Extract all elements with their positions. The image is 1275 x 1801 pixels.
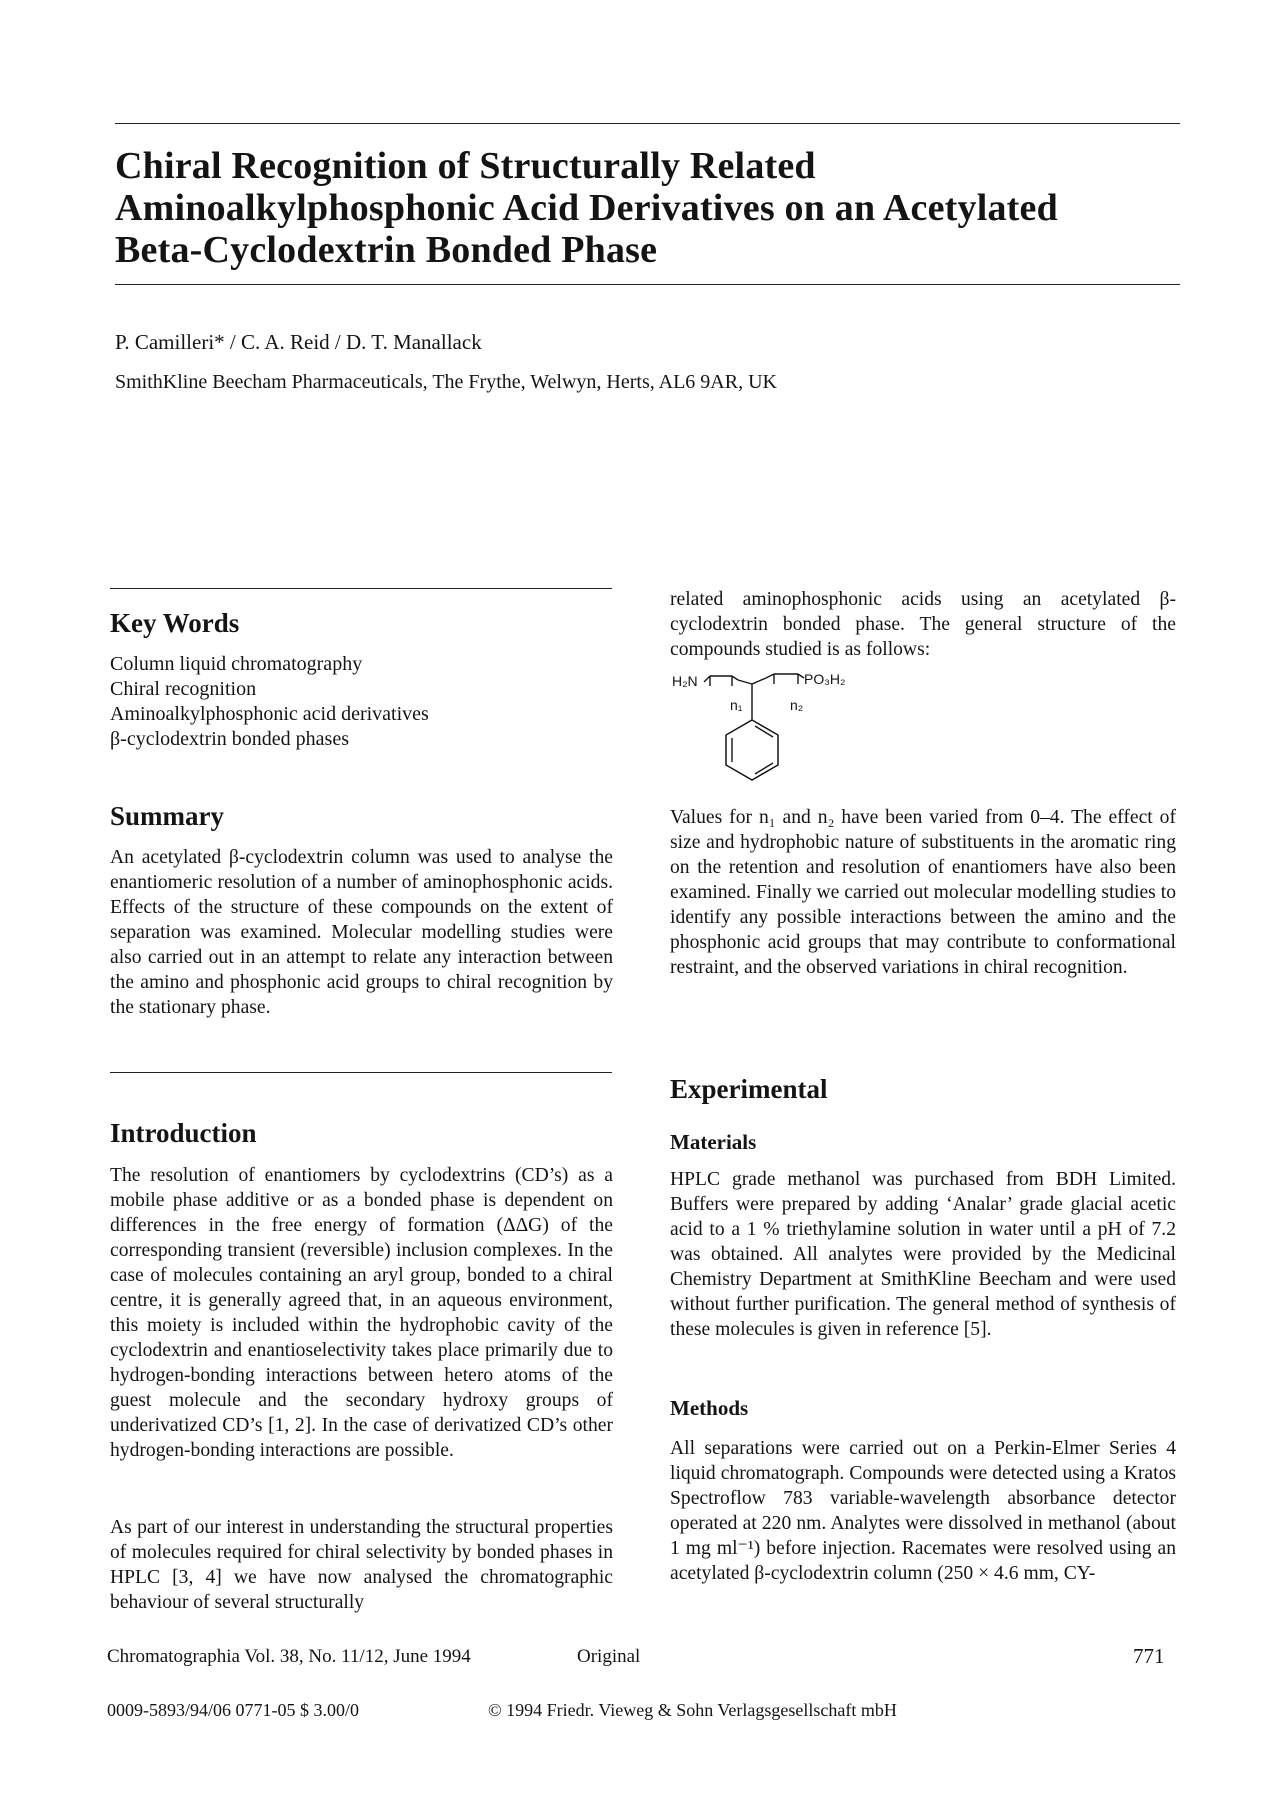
- amine-label: H₂N: [672, 673, 698, 689]
- title-line-1: Chiral Recognition of Structurally Related: [115, 145, 816, 187]
- introduction-heading: Introduction: [110, 1118, 257, 1148]
- title-top-rule: [115, 123, 1180, 124]
- general-structure-diagram: [672, 660, 902, 795]
- chiral-bond-right: [752, 678, 766, 684]
- title-line-2: Aminoalkylphosphonic Acid Derivatives on an Acetylated: [115, 187, 1058, 229]
- experimental-heading: Experimental: [670, 1074, 828, 1104]
- keyword-item: Column liquid chromatography: [110, 653, 363, 675]
- issn-code: 0009-5893/94/06 0771-05 $ 3.00/0: [107, 1700, 359, 1720]
- summary-bottom-rule: [110, 1072, 612, 1073]
- methods-text: All separations were carried out on a Perkin-Elmer Series 4 liquid chromatograph. Compounds were detected using a Kratos Spectroflow 783 variable-wavelength absorbance detector operated at 220 nm. Analytes were dissolved in methanol (about 1 mg ml⁻¹) before injection. Racemates were resolved using an acetylated β-cyclodextrin column (250 × 4.6 mm, CY-: [670, 1438, 1176, 1584]
- title-bottom-rule: [115, 284, 1180, 285]
- affiliation: SmithKline Beecham Pharmaceuticals, The Frythe, Welwyn, Herts, AL6 9AR, UK: [115, 371, 777, 393]
- materials-heading: Materials: [670, 1130, 757, 1154]
- n1-label: n₁: [730, 697, 743, 713]
- keyword-item: Chiral recognition: [110, 678, 257, 700]
- benzene-ring: [726, 720, 778, 780]
- values-paragraph: Values for n₁ and n₂ have been varied from 0–4. The effect of size and hydrophobic nature of substituents in the aromatic ring on the retention and resolution of enantiomers have also been examined. Finally we carried out molecular modelling studies to identify any possible interactions between the amino and the phosphonic acid groups that may contribute to conformational restraint, and the observed variations in chiral recognition.: [670, 807, 1176, 978]
- keywords-top-rule: [110, 588, 612, 589]
- intro-continuation: related aminophosphonic acids using an acetylated β-cyclodextrin bonded phase. The general structure of the compounds studied is as follows:: [670, 589, 1176, 660]
- title-line-3: Beta-Cyclodextrin Bonded Phase: [115, 229, 658, 271]
- keyword-item: Aminoalkylphosphonic acid derivatives: [110, 703, 429, 725]
- keywords-heading: Key Words: [110, 608, 240, 638]
- acid-label: PO₃H₂: [804, 671, 846, 687]
- copyright: © 1994 Friedr. Vieweg & Sohn Verlagsgesellschaft mbH: [488, 1700, 897, 1720]
- n2-bracket: [766, 674, 804, 684]
- summary-text: An acetylated β-cyclodextrin column was used to analyse the enantiomeric resolution of a number of aminophosphonic acids. Effects of the structure of these compounds on the extent of separation was examined. Molecular modelling studies were also carried out in an attempt to relate any interaction between the amino and phosphonic acid groups to chiral recognition by the stationary phase.: [110, 847, 613, 1018]
- chiral-bond-left: [738, 680, 752, 684]
- methods-heading: Methods: [670, 1396, 749, 1420]
- summary-heading: Summary: [110, 801, 224, 831]
- article-type: Original: [577, 1646, 641, 1667]
- keyword-item: β-cyclodextrin bonded phases: [110, 728, 349, 750]
- materials-text: HPLC grade methanol was purchased from BDH Limited. Buffers were prepared by adding ‘Analar’ grade glacial acetic acid to a 1 % triethylamine solution in water until a pH of 7.2 was obtained. All analytes were provided by the Medicinal Chemistry Department at SmithKline Beecham and were used without further purification. The general method of synthesis of these molecules is given in reference [5].: [670, 1169, 1176, 1340]
- keywords-list: [110, 652, 610, 752]
- introduction-para-1: The resolution of enantiomers by cyclodextrins (CD’s) as a mobile phase additive or as a bonded phase is dependent on differences in the free energy of formation (ΔΔG) of the corresponding transient (reversible) inclusion complexes. In the case of molecules containing an aryl group, bonded to a chiral centre, it is generally agreed that, in an aqueous environment, this moiety is included within the hydrophobic cavity of the cyclodextrin and enantioselectivity takes place primarily due to hydrogen-bonding interactions between hetero atoms of the guest molecule and the secondary hydroxy groups of underivatized CD’s [1, 2]. In the case of derivatized CD’s other hydrogen-bonding interactions are possible.: [110, 1165, 613, 1461]
- journal-citation: Chromatographia Vol. 38, No. 11/12, June 1994: [107, 1646, 471, 1667]
- n2-label: n₂: [790, 697, 804, 713]
- page-number: 771: [1133, 1644, 1165, 1668]
- article-title: [115, 145, 1115, 271]
- n1-bracket: [704, 676, 738, 686]
- authors: P. Camilleri* / C. A. Reid / D. T. Manallack: [115, 330, 482, 354]
- introduction-para-2: As part of our interest in understanding the structural properties of molecules required for chiral selectivity by bonded phases in HPLC [3, 4] we have now analysed the chromatographic behaviour of several structurally: [110, 1517, 613, 1613]
